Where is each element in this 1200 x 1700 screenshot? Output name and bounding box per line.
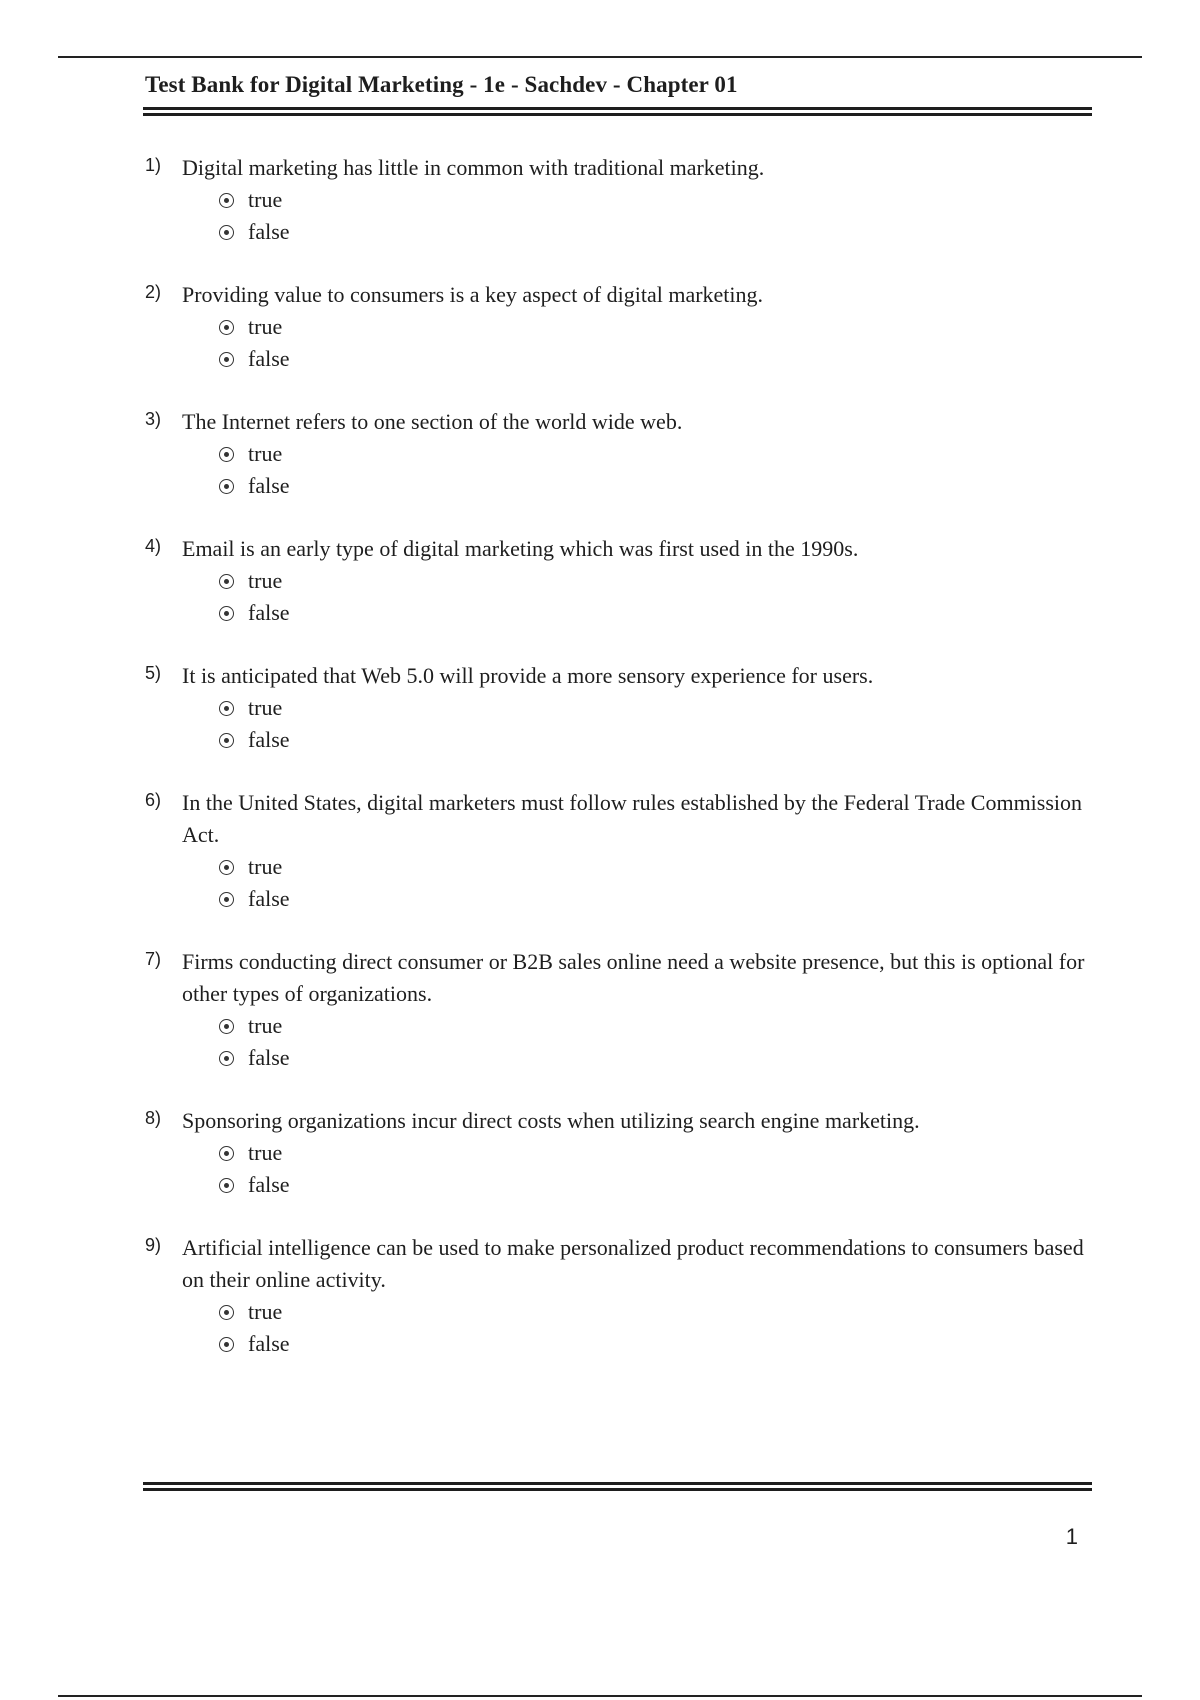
option-label: false [248,727,290,752]
question-text: In the United States, digital marketers must follow rules established by the Federal Trade Commission Act. [182,790,1083,847]
question-text: Digital marketing has little in common with traditional marketing. [182,155,765,180]
footer-double-rule [143,1482,1092,1491]
option-label: true [248,1299,283,1324]
question-text: Firms conducting direct consumer or B2B sales online need a website presence, but this is optional for other types of organizations. [182,949,1085,1006]
option-label: true [248,187,283,212]
radio-button-icon[interactable] [219,606,234,621]
option-true[interactable] [219,1010,1095,1042]
radio-button-icon[interactable] [219,193,234,208]
radio-button-icon[interactable] [219,860,234,875]
option-label: false [248,1172,290,1197]
question-number: 3) [145,409,162,429]
question-list [145,152,1095,1391]
option-true[interactable] [219,311,1095,343]
question-item [145,787,1095,915]
radio-button-icon[interactable] [219,892,234,907]
radio-button-icon[interactable] [219,1146,234,1161]
option-label: true [248,568,283,593]
option-false[interactable] [219,1328,1095,1360]
option-label: false [248,219,290,244]
answer-options [219,565,1095,629]
option-false[interactable] [219,1169,1095,1201]
question-item [145,406,1095,502]
radio-button-icon[interactable] [219,1337,234,1352]
option-false[interactable] [219,597,1095,629]
option-label: true [248,1013,283,1038]
radio-button-icon[interactable] [219,733,234,748]
question-number: 1) [145,155,162,175]
radio-button-icon[interactable] [219,479,234,494]
question-item [145,533,1095,629]
bottom-border-line [58,1695,1142,1697]
question-number: 8) [145,1108,162,1128]
answer-options [219,1010,1095,1074]
option-label: true [248,695,283,720]
radio-button-icon[interactable] [219,574,234,589]
radio-button-icon[interactable] [219,701,234,716]
answer-options [219,184,1095,248]
option-true[interactable] [219,851,1095,883]
radio-button-icon[interactable] [219,352,234,367]
radio-button-icon[interactable] [219,1305,234,1320]
question-number: 5) [145,663,162,683]
answer-options [219,692,1095,756]
question-item [145,946,1095,1074]
option-false[interactable] [219,1042,1095,1074]
option-label: true [248,441,283,466]
question-item [145,152,1095,248]
answer-options [219,438,1095,502]
question-text: Providing value to consumers is a key aspect of digital marketing. [182,282,764,307]
option-true[interactable] [219,438,1095,470]
question-number: 2) [145,282,162,302]
question-number: 4) [145,536,162,556]
question-number: 6) [145,790,162,810]
option-label: false [248,886,290,911]
page-title: Test Bank for Digital Marketing - 1e - Sachdev - Chapter 01 [145,72,738,97]
option-true[interactable] [219,565,1095,597]
option-false[interactable] [219,883,1095,915]
option-label: false [248,600,290,625]
question-text: Email is an early type of digital marketing which was first used in the 1990s. [182,536,859,561]
option-label: true [248,314,283,339]
radio-button-icon[interactable] [219,1051,234,1066]
question-item [145,279,1095,375]
radio-button-icon[interactable] [219,1178,234,1193]
option-label: true [248,1140,283,1165]
option-label: false [248,1045,290,1070]
option-false[interactable] [219,470,1095,502]
question-text: It is anticipated that Web 5.0 will provide a more sensory experience for users. [182,663,874,688]
question-item [145,1232,1095,1360]
question-text: Sponsoring organizations incur direct costs when utilizing search engine marketing. [182,1108,920,1133]
option-true[interactable] [219,1296,1095,1328]
question-number: 7) [145,949,162,969]
question-item [145,1105,1095,1201]
option-label: true [248,854,283,879]
answer-options [219,1296,1095,1360]
option-label: false [248,1331,290,1356]
option-false[interactable] [219,343,1095,375]
question-item [145,660,1095,756]
page-number: 1 [1065,1524,1078,1549]
option-true[interactable] [219,692,1095,724]
answer-options [219,1137,1095,1201]
answer-options [219,311,1095,375]
option-label: false [248,473,290,498]
radio-button-icon[interactable] [219,447,234,462]
option-label: false [248,346,290,371]
option-false[interactable] [219,216,1095,248]
header-double-rule [143,107,1092,116]
top-border-line [58,56,1142,58]
radio-button-icon[interactable] [219,320,234,335]
radio-button-icon[interactable] [219,1019,234,1034]
radio-button-icon[interactable] [219,225,234,240]
option-false[interactable] [219,724,1095,756]
question-text: The Internet refers to one section of the world wide web. [182,409,683,434]
option-true[interactable] [219,1137,1095,1169]
question-text: Artificial intelligence can be used to make personalized product recommendations to consumers based on their online activity. [182,1235,1084,1292]
answer-options [219,851,1095,915]
option-true[interactable] [219,184,1095,216]
question-number: 9) [145,1235,162,1255]
